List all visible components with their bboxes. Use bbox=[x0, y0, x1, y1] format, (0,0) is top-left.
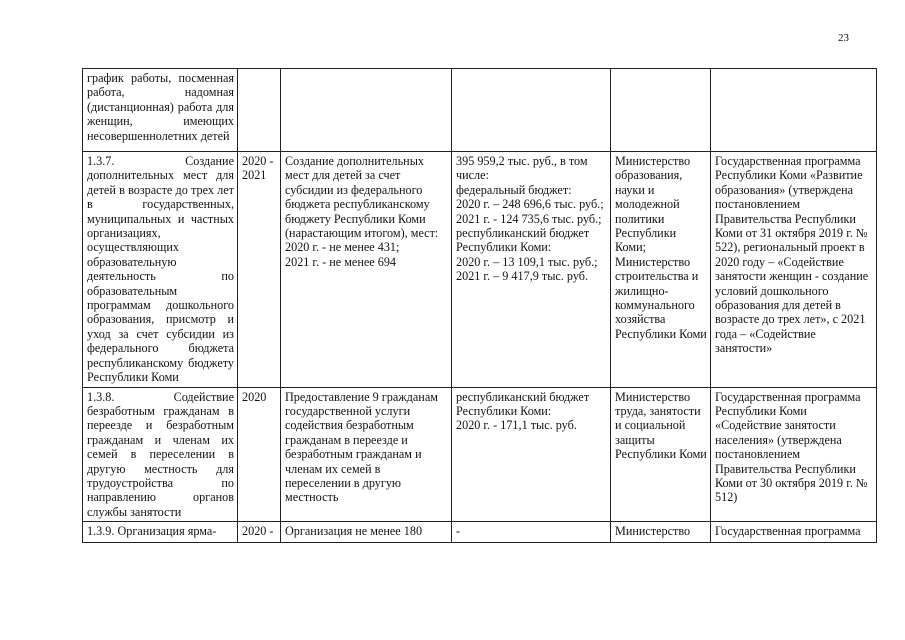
funding-cell: 395 959,2 тыс. руб., в том числе: федеральный бюджет: 2020 г. – 248 696,6 тыс. руб.; 2021 г. - 124 735,6 тыс. руб.; республиканский бюджет Республики Коми: 2020 г. – 13 109,1 тыс. руб.; 2021 г. – 9 417,9 тыс. руб. bbox=[452, 152, 611, 388]
measure-cell: график работы, посменная работа, надомная (дистанционная) работа для женщин, имеющих несовершеннолетних детей bbox=[83, 69, 238, 152]
result-cell: Организация не менее 180 bbox=[281, 522, 452, 543]
result-cell: Предоставление 9 гражданам государственной услуги содействия безработным гражданам в переезде и безработным гражданам и членам их семей в переселении в другую местность bbox=[281, 387, 452, 522]
page-number: 23 bbox=[838, 32, 849, 44]
years-cell: 2020 bbox=[238, 387, 281, 522]
program-cell bbox=[711, 69, 877, 152]
program-cell: Государственная программа Республики Коми «Содействие занятости населения» (утверждена постановлением Правительства Республики Коми от 30 октября 2019 г. № 512) bbox=[711, 387, 877, 522]
table-row bbox=[83, 387, 877, 522]
funding-cell: - bbox=[452, 522, 611, 543]
result-cell bbox=[281, 69, 452, 152]
measures-table bbox=[82, 68, 877, 543]
program-cell: Государственная программа bbox=[711, 522, 877, 543]
program-cell: Государственная программа Республики Коми «Развитие образования» (утверждена постановлением Правительства Республики Коми от 31 октября 2019 г. № 522), региональный проект в 2020 году – «Содействие занятости женщин - создание условий дошкольного образования для детей в возрасте до трех лет», с 2021 года – «Содействие занятости» bbox=[711, 152, 877, 388]
funding-cell bbox=[452, 69, 611, 152]
executor-cell: Министерство bbox=[611, 522, 711, 543]
years-cell bbox=[238, 69, 281, 152]
table-row bbox=[83, 69, 877, 152]
funding-cell: республиканский бюджет Республики Коми: 2020 г. - 171,1 тыс. руб. bbox=[452, 387, 611, 522]
result-cell: Создание дополнительных мест для детей за счет субсидии из федерального бюджета республиканскому бюджету Республики Коми (нарастающим итогом), мест: 2020 г. - не менее 431; 2021 г. - не менее 694 bbox=[281, 152, 452, 388]
measure-cell: 1.3.8. Содействие безработным гражданам в переезде и безработным гражданам и членам их семей в переселении в другую местность для трудоустройства по направлению органов службы занятости bbox=[83, 387, 238, 522]
years-cell: 2020 - 2021 bbox=[238, 152, 281, 388]
table-row bbox=[83, 152, 877, 388]
table-row bbox=[83, 522, 877, 543]
executor-cell: Министерство образования, науки и молодежной политики Республики Коми; Министерство строительства и жилищно-коммунального хозяйства Республики Коми bbox=[611, 152, 711, 388]
executor-cell bbox=[611, 69, 711, 152]
executor-cell: Министерство труда, занятости и социальной защиты Республики Коми bbox=[611, 387, 711, 522]
years-cell: 2020 - bbox=[238, 522, 281, 543]
measure-cell: 1.3.7. Создание дополнительных мест для детей в возрасте до трех лет в государственных, муниципальных и частных организациях, осуществляющих образовательную деятельность по образовательным программам дошкольного образования, присмотр и уход за счет субсидии из федерального бюджета республиканскому бюджету Республики Коми bbox=[83, 152, 238, 388]
measure-cell: 1.3.9. Организация ярма- bbox=[83, 522, 238, 543]
